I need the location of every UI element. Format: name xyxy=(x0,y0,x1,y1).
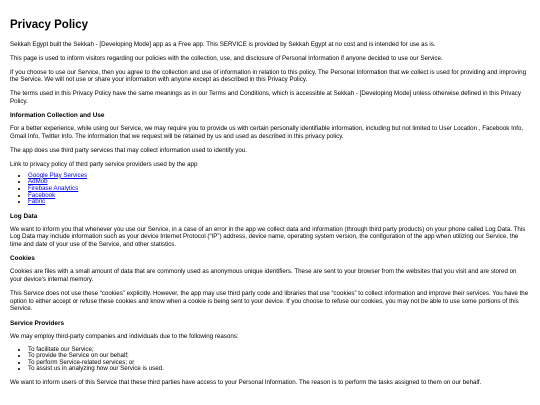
link-fabric[interactable]: Fabric xyxy=(28,198,46,206)
list-item xyxy=(28,173,530,180)
third-party-links-list xyxy=(10,173,530,206)
service-providers-closing: We want to inform users of this Service that these third parties have access to your Personal Information. The reason is to perform the tasks assigned to them on our behalf. xyxy=(10,379,482,386)
section-heading-service-providers: Service Providers xyxy=(10,319,64,327)
intro-paragraph: Sekkah Egypt built the Sekkah - [Developing Mode] app as a Free app. This SERVICE is provided by Sekkah Egypt at no cost and is intended for use as is. xyxy=(10,41,436,48)
service-providers-paragraph: We may employ third-party companies and individuals due to the following reasons: xyxy=(10,332,239,340)
link-google-play-services[interactable]: Google Play Services xyxy=(28,171,88,179)
log-data-paragraph: We want to inform you that whenever you use our Service, in a case of an error in the app we collect data and information (through third party products) on your phone called Log Data. This Log Data may include information such as your device Internet Protocol (“IP”) address, device name, operating system version, the configuration of the app when utilizing our Service, the time and date of your use of the Service, and other statistics. xyxy=(10,225,526,248)
section-heading-log-data: Log Data xyxy=(10,212,38,220)
intro-paragraph: If you choose to use our Service, then you agree to the collection and use of information in relation to this policy. The Personal Information that we collect is used for providing and improving the Service. We will not use or share your information with anyone except as described in this Privacy Policy. xyxy=(10,68,527,84)
intro-paragraph: This page is used to inform visitors regarding our policies with the collection, use, and disclosure of Personal Information if anyone decided to use our Service. xyxy=(10,54,443,62)
section-heading-information-collection: Information Collection and Use xyxy=(10,112,105,120)
list-item xyxy=(28,179,530,186)
cookies-paragraph: This Service does not use these “cookies” explicitly. However, the app may use third party code and libraries that use “cookies” to collect information and improve their services. You have the option to either accept or refuse these cookies and know when a cookie is being sent to your device. If you choose to refuse our cookies, you may not be able to use some portions of this Service. xyxy=(10,289,529,313)
link-facebook[interactable]: Facebook xyxy=(28,191,56,199)
page-title: Privacy Policy xyxy=(10,19,88,31)
info-collection-paragraph: The app does use third party services that may collect information used to identify you. xyxy=(10,146,247,154)
list-item xyxy=(28,193,530,200)
intro-paragraph: The terms used in this Privacy Policy have the same meanings as in our Terms and Conditions, which is accessible at Sekkah - [Developing Mode] unless otherwise defined in this Privacy Policy. xyxy=(10,90,521,105)
service-provider-reasons-list xyxy=(10,347,530,373)
link-firebase-analytics[interactable]: Firebase Analytics xyxy=(28,184,79,192)
list-item: • To assist us in analyzing how our Service is used. xyxy=(28,366,530,373)
list-item: • To facilitate our Service; xyxy=(28,347,530,354)
list-item: • To provide the Service on our behalf; xyxy=(28,353,530,360)
info-collection-paragraph: Link to privacy policy of third party service providers used by the app xyxy=(10,160,198,168)
section-heading-cookies: Cookies xyxy=(10,255,35,263)
link-admob[interactable]: AdMob xyxy=(28,178,48,186)
cookies-paragraph: Cookies are files with a small amount of data that are commonly used as anonymous unique identifiers. These are sent to your browser from the websites that you visit and are stored on your device's internal memory. xyxy=(10,268,517,284)
list-item xyxy=(28,199,530,206)
list-item xyxy=(28,186,530,193)
list-item: • To perform Service-related services; or xyxy=(28,360,530,367)
info-collection-paragraph: For a better experience, while using our Service, we may require you to provide us with certain personally identifiable information, including but not limited to User Location , Facebook Info, Gmail Info, Twitter Info. The information that we request will be retained by us and used as described in this privacy policy. xyxy=(10,125,524,141)
